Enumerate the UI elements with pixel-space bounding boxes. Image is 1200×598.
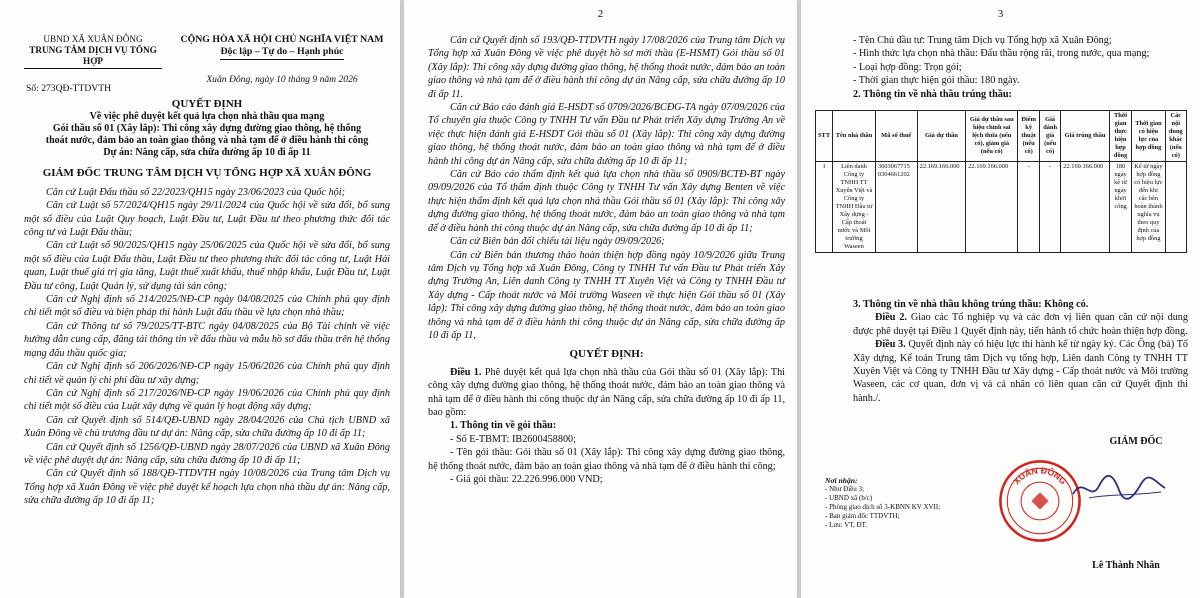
page-3-body xyxy=(853,34,1188,101)
cell-bid-price: 22.169.166.000 xyxy=(917,162,966,253)
recipient-3: - Phòng giao dịch số 3-KBNN KV XVII; xyxy=(825,503,941,511)
cell-evaluated-price: - xyxy=(1039,162,1060,253)
winning-bidder-table xyxy=(815,110,1187,253)
article-1 xyxy=(428,366,785,420)
selection-method-item: - Hình thức lựa chọn nhà thầu: Đấu thầu rộng rãi, trong nước, qua mạng; xyxy=(853,48,1150,60)
article-2 xyxy=(853,311,1188,338)
th-validity: Thời gian có hiệu lực của hợp đồng xyxy=(1132,111,1165,162)
cell-bidder-name: Liên danh Công ty TNHH TT Xuyên Việt và Công ty TNHH Đầu tư Xây dựng - Cấp thoát nước và Môi trường Waseen xyxy=(833,162,876,253)
recipient-5: - Lưu: VT, ĐT. xyxy=(825,521,868,529)
cell-duration: 180 ngày kể từ ngày khởi công xyxy=(1109,162,1131,253)
svg-text:XUÂN ĐÔNG xyxy=(1011,465,1068,486)
section-1-title: 1. Thông tin về gói thầu: xyxy=(450,420,557,432)
article-3 xyxy=(853,338,1188,405)
seal-text: XUÂN ĐÔNG xyxy=(1011,465,1069,487)
table-header-row xyxy=(816,111,1187,162)
page-3-articles xyxy=(853,298,1188,405)
th-other: Các nội dung khác (nếu có) xyxy=(1165,111,1186,162)
th-duration: Thời gian thực hiện hợp đồng xyxy=(1109,111,1131,162)
duration-item: - Thời gian thực hiện gói thầu: 180 ngày. xyxy=(853,75,1020,87)
cell-technical-score: - xyxy=(1018,162,1040,253)
signer-name-block xyxy=(1061,560,1191,571)
signer-title: GIÁM ĐỐC xyxy=(1109,436,1163,447)
recipient-1: - Như Điều 3; xyxy=(825,485,864,493)
ground-2: Căn cứ Luật số 57/2024/QH15 ngày 29/11/2024 của Quốc hội về sửa đổi, bổ sung một số điều của Luật Quy hoạch, Luật Đầu tư, Luật Đầu tư theo phương thức đối tác công tư và Luật Đấu thầu; xyxy=(24,200,390,239)
th-stt: STT xyxy=(816,111,833,162)
signer-name: Lê Thành Nhân xyxy=(1092,560,1160,571)
cell-other xyxy=(1165,162,1186,253)
th-winning-price: Giá trúng thầu xyxy=(1061,111,1110,162)
article-2-text: Giao các Tổ nghiệp vụ và các đơn vị liên quan căn cứ nội dung được phê duyệt tại Điều 1 Quyết định này, tiến hành tổ chức hoàn thiện hợp đồng. xyxy=(853,312,1188,337)
ground-14: Căn cứ Biên bản đối chiếu tài liệu ngày 09/09/2026; xyxy=(450,236,665,248)
owner-item: - Tên Chủ đầu tư: Trung tâm Dịch vụ Tổng hợp xã Xuân Đông; xyxy=(853,35,1112,46)
cell-stt: 1 xyxy=(816,162,833,253)
cell-tax-code: 3603067715 0304661202 xyxy=(875,162,917,253)
recipients-title: Nơi nhận: xyxy=(825,476,858,485)
recipients-block xyxy=(825,476,1005,530)
national-name: CỘNG HÒA XÃ HỘI CHỦ NGHĨA VIỆT NAM xyxy=(180,34,384,45)
decision-heading: QUYẾT ĐỊNH: xyxy=(569,348,644,361)
issuer-block xyxy=(24,34,162,94)
article-1-text: Phê duyệt kết quả lựa chọn nhà thầu của Gói thầu số 01 (Xây lắp): Thi công xây dựng đường giao thông, hệ thống thoát nước, đảm bảo an toàn giao thông và nhà tạm để ở điều hành thi công thuộc dự án Nâng cấp, sửa chữa đường ấp 10 đi ấp 11, bao gồm: xyxy=(428,366,786,418)
national-motto-block xyxy=(174,34,390,86)
document-number: Số: 273QĐ-TTDVTH xyxy=(26,83,112,94)
document-page-3 xyxy=(801,0,1200,598)
article-3-text: Quyết định này có hiệu lực thi hành kể từ ngày ký. Các Ông (bà) Tổ Xây dựng, Kế toán Trung tâm Dịch vụ tổng hợp, Liên danh Công ty TNHH TT Xuyên Việt và Công ty TNHH Đầu tư Xây dựng - Cấp thoát nước và Môi trường Waseen, các cơ quan, đơn vị và cá nhân có liên quan căn cứ Quyết định thi hành./. xyxy=(853,339,1189,404)
authority-line: GIÁM ĐỐC TRUNG TÂM DỊCH VỤ TỔNG HỢP XÃ XUÂN ĐÔNG xyxy=(42,167,372,180)
th-technical-score: Điểm kỹ thuật (nếu có) xyxy=(1018,111,1040,162)
contract-type-item: - Loại hợp đồng: Trọn gói; xyxy=(853,61,962,73)
ground-15: Căn cứ Biên bản thương thảo hoàn thiện hợp đồng ngày 10/9/2026 giữa Trung tâm Dịch vụ Tổng hợp xã Xuân Đông, Công ty TNHH Tư vấn Đầu tư Phát triển Xây dựng Trường An, Liên danh Công ty TNHH TT Xuyên Việt và Công ty TNHH Đầu tư Xây dựng - Cấp thoát nước và Môi trường Waseen về thực hiện Gói thầu số 01 (Xây lắp): Thi công xây dựng đường giao thông, hệ thống thoát nước, đảm bảo an toàn giao thông và nhà tạm để ở điều hành thi công thuộc dự án Nâng cấp, sửa chữa đường ấp 10 đi ấp 11, xyxy=(428,249,785,341)
signature-block xyxy=(1021,436,1191,447)
section-3: 3. Thông tin về nhà thầu không trúng thầu: Không có. xyxy=(853,299,1089,310)
ground-13: Căn cứ Báo cáo thẩm định kết quả lựa chọn nhà thầu số 0909/BCTĐ-BT ngày 09/09/2026 của Tổ thẩm định thuộc Công ty TNHH Tư vấn Xây dựng Benten về việc thực hiện thẩm định kết quả lựa chọn nhà thầu Gói thầu số 01 (Xây lắp): Thi công xây dựng đường giao thông, hệ thống thoát nước, đảm bảo an toàn giao thông và nhà tạm để ở điều hành thi công thuộc dự án Nâng cấp, sửa chữa đường ấp 10 đi ấp 11; xyxy=(428,169,785,234)
recipient-4: - Ban giám đốc TTDVTH; xyxy=(825,512,900,520)
th-bid-price: Giá dự thầu xyxy=(917,111,966,162)
ground-9: Căn cứ Quyết định số 1256/QĐ-UBND ngày 28/07/2026 của UBND xã Xuân Đông về việc phê duyệt dự án: Nâng cấp, sửa chữa đường ấp 10 đi ấp 11; xyxy=(24,441,390,466)
ground-10: Căn cứ Quyết định số 188/QĐ-TTDVTH ngày 10/08/2026 của Trung tâm Dịch vụ Tổng hợp xã Xuân Đông về việc phê duyệt kế hoạch lựa chọn nhà thầu dự án: Nâng cấp, sửa chữa đường ấp 10 đi ấp 11; xyxy=(24,468,390,507)
subject-line-2: Gói thầu số 01 (Xây lắp): Thi công xây dựng đường giao thông, hệ thống xyxy=(52,123,362,135)
article-2-label: Điều 2. xyxy=(875,312,907,324)
document-date: Xuân Đông, ngày 10 tháng 9 năm 2026 xyxy=(206,74,358,85)
ground-4: Căn cứ Nghị định số 214/2025/NĐ-CP ngày 04/08/2025 của Chính phủ quy định chi tiết một số điều và biện pháp thi hành Luật đấu thầu về lựa chọn nhà thầu; xyxy=(24,294,390,319)
document-title: QUYẾT ĐỊNH xyxy=(171,98,243,110)
package-number: - Số E-TBMT: IB2600458800; xyxy=(450,433,576,445)
issuer-line-2: TRUNG TÂM DỊCH VỤ TỔNG HỢP xyxy=(24,45,162,69)
package-price: - Giá gói thầu: 22.226.996.000 VND; xyxy=(450,474,603,485)
recipient-2: - UBND xã (b/c) xyxy=(825,494,873,502)
document-page-2 xyxy=(404,0,797,598)
table-row xyxy=(816,162,1187,253)
article-1-label: Điều 1. xyxy=(450,366,482,378)
document-page-1 xyxy=(0,0,400,598)
ground-7: Căn cứ Nghị định số 217/2026/NĐ-CP ngày 19/06/2026 của Chính phủ quy định chi tiết một số điều của Luật xây dựng về quản lý hoạt động xây dựng; xyxy=(24,387,390,413)
cell-winning-price: 22.169.166.000 xyxy=(1061,162,1110,253)
page-number: 3 xyxy=(997,8,1004,20)
issuer-line-1: UBND XÃ XUÂN ĐÔNG xyxy=(43,34,143,44)
ground-1: Căn cứ Luật Đấu thầu số 22/2023/QH15 ngày 23/06/2023 của Quốc hội; xyxy=(46,186,345,198)
subject-line-4: Dự án: Nâng cấp, sửa chữa đường ấp 10 đi ấp 11 xyxy=(103,147,311,159)
cell-adjusted-price: 22.169.166.000 xyxy=(966,162,1018,253)
ground-3: Căn cứ Luật số 90/2025/QH15 ngày 25/06/2025 của Quốc hội về sửa đổi, bổ sung một số điều của Luật Đấu thầu, Luật Đầu tư theo phương thức đối tác công tư, Luật Hải quan, Luật thuế giá trị gia tăng, Luật thuế xuất khẩu, thuế nhập khẩu, Luật Đầu tư, Luật Đầu tư công, Luật Quản lý, sử dụng tài sản công; xyxy=(24,240,390,292)
th-bidder-name: Tên nhà thầu xyxy=(833,111,876,162)
section-2-title: 2. Thông tin về nhà thầu trúng thầu: xyxy=(853,88,1012,100)
page-2-body xyxy=(428,34,785,486)
th-evaluated-price: Giá đánh giá (nếu có) xyxy=(1039,111,1060,162)
article-3-label: Điều 3. xyxy=(875,339,906,351)
page-1-body xyxy=(24,98,390,508)
package-name: - Tên gói thầu: Gói thầu số 01 (Xây lắp): Thi công xây dựng đường giao thông, hệ thống thoát nước, đảm bảo an toàn giao thông và nhà tạm để ở điều hành thi công; xyxy=(428,447,785,472)
ground-6: Căn cứ Nghị định số 206/2026/NĐ-CP ngày 15/06/2026 của Chính phủ quy định chi tiết về quản lý chi phí đầu tư xây dựng; xyxy=(24,361,390,386)
ground-8: Căn cứ Quyết định số 514/QĐ-UBND ngày 28/04/2026 của Chủ tịch UBND xã Xuân Đông về chủ trương đầu tư dự án: Nâng cấp, sửa chữa đường ấp 10 đi ấp 11; xyxy=(24,414,390,440)
ground-11: Căn cứ Quyết định số 193/QĐ-TTDVTH ngày 17/08/2026 của Trung tâm Dịch vụ Tổng hợp xã Xuân Đông về việc phê duyệt hồ sơ mời thầu (E-HSMT) Gói thầu số 01 (Xây lắp): Thi công xây dựng đường giao thông, hệ thống thoát nước, đảm bảo an toàn giao thông và nhà tạm để ở điều hành thi công dự án Nâng cấp, sửa chữa đường ấp 10 đi ấp 11. xyxy=(428,35,785,100)
th-adjusted-price: Giá dự thầu sau hiệu chỉnh sai lệch thừa (nếu có), giảm giá (nếu có) xyxy=(966,111,1018,162)
national-motto: Độc lập – Tự do – Hạnh phúc xyxy=(174,46,390,60)
ground-12: Căn cứ Báo cáo đánh giá E-HSDT số 0709/2026/BCĐG-TA ngày 07/09/2026 của Tổ chuyên gia thuộc Công ty TNHH Tư vấn Đầu tư Phát triển Xây dựng Trường An về việc thực hiện đánh giá E-HSDT Gói thầu số 01 (Xây lắp): Thi công xây dựng đường giao thông, hệ thống thoát nước, đảm bảo an toàn giao thông và nhà tạm để ở điều hành thi công dự án Nâng cấp, sửa chữa đường ấp 10 đi ấp 11; xyxy=(428,102,785,167)
ground-5: Căn cứ Thông tư số 79/2025/TT-BTC ngày 04/08/2025 của Bộ Tài chính về việc hướng dẫn cung cấp, đăng tải thông tin về đấu thầu và mẫu hồ sơ đấu thầu trên hệ thống mạng đấu thầu quốc gia; xyxy=(24,320,390,359)
cell-validity: Kể từ ngày hợp đồng có hiệu lực đến khi các bên hoàn thành nghĩa vụ theo quy định của hợp đồng xyxy=(1132,162,1165,253)
page-number: 2 xyxy=(597,8,604,20)
subject-line-3: thoát nước, đảm bảo an toàn giao thông và nhà tạm để ở điều hành thi công xyxy=(45,135,369,147)
document-header xyxy=(24,34,390,98)
subject-line-1: Về việc phê duyệt kết quả lựa chọn nhà thầu qua mạng xyxy=(89,111,325,123)
th-tax-code: Mã số thuế xyxy=(875,111,917,162)
signature-icon xyxy=(1069,468,1169,508)
